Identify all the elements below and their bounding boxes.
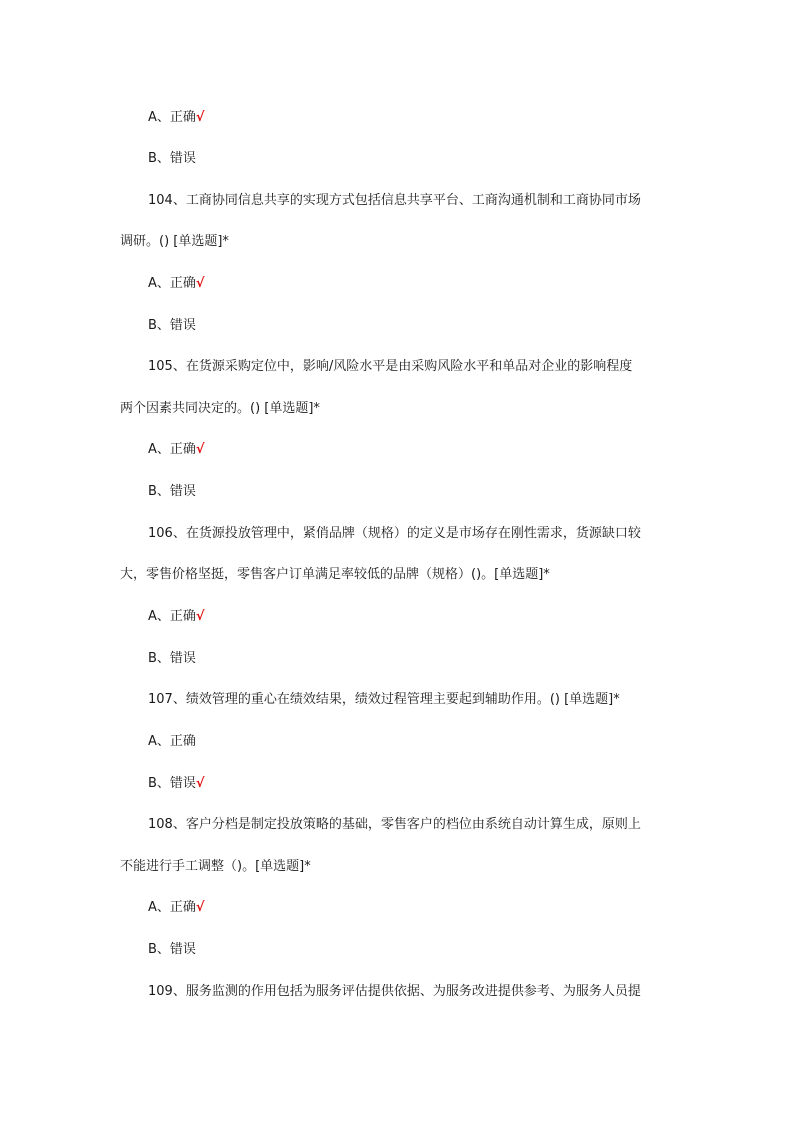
option-label: A、正确 (148, 276, 196, 291)
question-105-line2: 两个因素共同决定的。() [单选题]* (120, 401, 320, 416)
option-b-103 (148, 150, 196, 168)
option-b-105 (148, 483, 196, 501)
question-108-line2: 不能进行手工调整（)。[单选题]* (120, 859, 311, 874)
option-label: B、错误 (148, 942, 196, 957)
option-label: B、错误 (148, 484, 196, 499)
option-label: B、错误 (148, 776, 196, 791)
option-label: A、正确 (148, 609, 196, 624)
question-109-line1: 109、服务监测的作用包括为服务评估提供依据、为服务改进提供参考、为服务人员提 (148, 984, 641, 999)
option-label: A、正确 (148, 734, 196, 749)
correct-check-icon: √ (195, 276, 205, 291)
question-104-line2: 调研。() [单选题]* (120, 234, 229, 249)
option-a-108 (148, 899, 205, 917)
option-a-103 (148, 109, 205, 127)
option-label: A、正确 (148, 900, 196, 915)
question-106-line1: 106、在货源投放管理中，紧俏品牌（规格）的定义是市场存在刚性需求，货源缺口较 (148, 526, 641, 541)
option-label: A、正确 (148, 110, 196, 125)
question-108-line1: 108、客户分档是制定投放策略的基础，零售客户的档位由系统自动计算生成，原则上 (148, 817, 641, 832)
option-a-106 (148, 608, 205, 626)
option-a-104 (148, 275, 205, 293)
option-label: B、错误 (148, 318, 196, 333)
question-105-line1: 105、在货源采购定位中，影响/风险水平是由采购风险水平和单品对企业的影响程度 (148, 359, 633, 374)
question-107-line1: 107、绩效管理的重心在绩效结果，绩效过程管理主要起到辅助作用。() [单选题]* (148, 692, 620, 707)
option-b-104 (148, 317, 196, 335)
question-106-line2: 大，零售价格坚挺，零售客户订单满足率较低的品牌（规格）()。[单选题]* (120, 567, 550, 582)
correct-check-icon: √ (195, 442, 205, 457)
correct-check-icon: √ (195, 900, 205, 915)
option-a-107 (148, 733, 196, 751)
correct-check-icon: √ (195, 609, 205, 624)
correct-check-icon: √ (195, 776, 205, 791)
option-b-106 (148, 650, 196, 668)
option-label: B、错误 (148, 151, 196, 166)
option-label: A、正确 (148, 442, 196, 457)
option-b-107 (148, 775, 205, 793)
question-104-line1: 104、工商协同信息共享的实现方式包括信息共享平台、工商沟通机制和工商协同市场 (148, 193, 641, 208)
correct-check-icon: √ (195, 110, 205, 125)
option-a-105 (148, 441, 205, 459)
option-b-108 (148, 941, 196, 959)
option-label: B、错误 (148, 651, 196, 666)
